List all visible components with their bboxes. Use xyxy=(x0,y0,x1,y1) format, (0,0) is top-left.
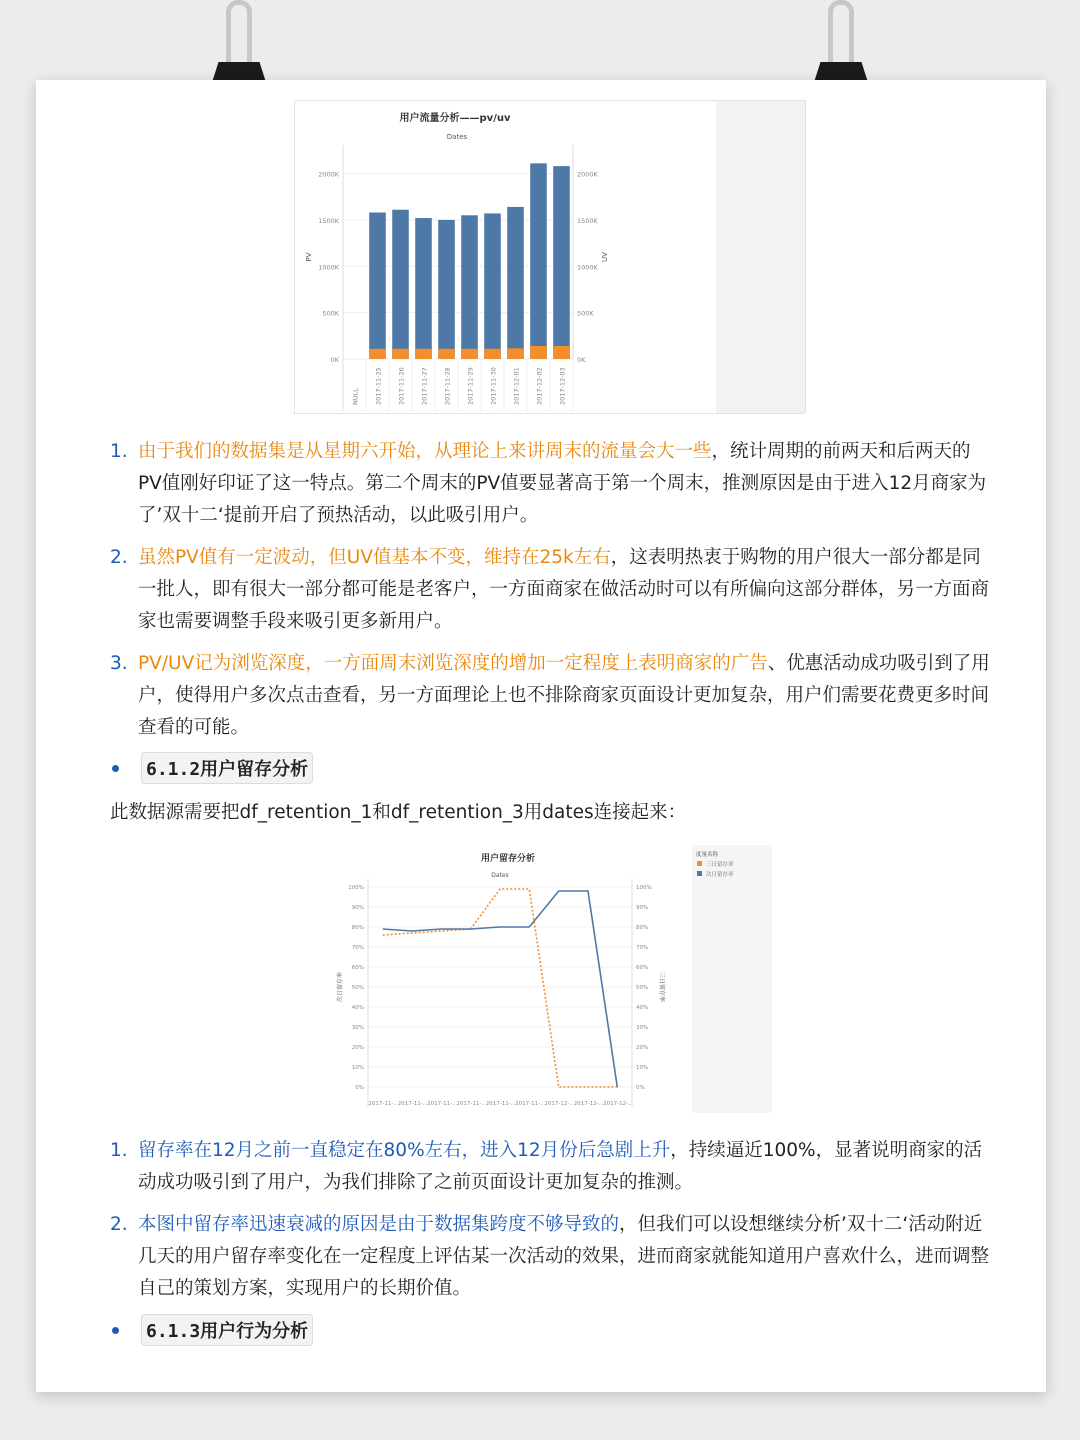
legend-swatch xyxy=(697,861,702,866)
x-tick-label: 2017-11-.. xyxy=(397,1101,427,1107)
bar-pv xyxy=(461,215,478,359)
bar-pv xyxy=(484,213,501,359)
y-tick-label-right: 1500K xyxy=(577,216,598,225)
list-item: 1. 留存率在12月之前一直稳定在80%左右，进入12月份后急剧上升，持续逼近100%，显著说明商家的活动成功吸引到了用户，为我们排除了之前页面设计更加复杂的推测。 xyxy=(110,1140,983,1193)
bar-pv xyxy=(530,163,547,359)
bar-pv xyxy=(507,207,524,359)
y-tick-label-left: 2000K xyxy=(318,170,339,179)
bar-pv xyxy=(369,212,386,359)
y-tick-label-left: 0% xyxy=(355,1085,364,1091)
y-tick-label-right: 60% xyxy=(636,965,649,971)
heading-612: 6.1.2用户留存分析 xyxy=(110,752,313,784)
x-tick-label: 2017-12-01 xyxy=(512,367,521,405)
x-tick-label: 2017-11-.. xyxy=(368,1101,397,1107)
bullet-icon xyxy=(112,1327,119,1334)
bar-uv xyxy=(438,349,455,359)
y-tick-label-left: 500K xyxy=(322,309,339,318)
x-tick-label: 2017-11-28 xyxy=(443,367,452,405)
x-tick-label: 2017-12-.. xyxy=(573,1101,603,1107)
chart-title: 用户流量分析——pv/uv xyxy=(399,113,511,124)
section1-list xyxy=(110,436,990,754)
y-tick-label-left: 40% xyxy=(351,1005,364,1011)
list-item: 3. PV/UV记为浏览深度，一方面周末浏览深度的增加一定程度上表明商家的广告、优惠活动成功吸引到了用户，使得用户多次点击查看，另一方面理论上也不排除商家页面设计更加复杂，用户们需要花费更多时间查看的可能。 xyxy=(110,653,990,738)
y-tick-label-right: 80% xyxy=(636,925,649,931)
bar-pv xyxy=(438,220,455,359)
y-tick-label-left: 70% xyxy=(351,945,364,951)
x-tick-label: 2017-12-02 xyxy=(535,367,544,405)
section2-list xyxy=(110,1135,990,1315)
y-tick-label-left: 1500K xyxy=(318,216,339,225)
intro-612: 此数据源需要把df_retention_1和df_retention_3用dates连接起来： xyxy=(110,802,687,823)
chart-subtitle: Dates xyxy=(446,133,468,141)
bar-uv xyxy=(369,349,386,359)
legend-title: 度量名称 xyxy=(696,852,719,858)
list-item: 2. 虽然PV值有一定波动，但UV值基本不变，维持在25k左右，这表明热衷于购物的用户很大一部分都是同一批人，即有很大一部分都可能是老客户，一方面商家在做活动时可以有所偏向这部分群体，另一方面商家也需要调整手段来吸引更多新用户。 xyxy=(110,547,990,632)
retention-chart-svg xyxy=(328,845,772,1113)
y-tick-label-right: 0% xyxy=(636,1085,645,1091)
y-tick-label-left: 10% xyxy=(351,1065,364,1071)
y-tick-label-left: 80% xyxy=(351,925,364,931)
y-tick-label-right: 40% xyxy=(636,1005,649,1011)
bar-pv xyxy=(553,166,570,359)
y-tick-label-right: 10% xyxy=(636,1065,649,1071)
x-tick-label: 2017-11-30 xyxy=(489,367,498,405)
x-tick-label: 2017-11-.. xyxy=(456,1101,485,1107)
y-axis-label-left: 次日留存率 xyxy=(337,971,344,1003)
y-tick-label-left: 0K xyxy=(330,356,339,364)
bar-uv xyxy=(392,349,409,359)
y-tick-label-right: 0K xyxy=(577,356,586,364)
legend-swatch xyxy=(697,871,702,876)
chart-subtitle: Dates xyxy=(491,872,509,879)
heading-613: 6.1.3用户行为分析 xyxy=(110,1314,313,1346)
y-tick-label-left: 60% xyxy=(351,965,364,971)
list-item: 1. 由于我们的数据集是从星期六开始，从理论上来讲周末的流量会大一些，统计周期的前两天和后两天的PV值刚好印证了这一特点。第二个周末的PV值要显著高于第一个周末，推测原因是由于进入12月商家为了’双十二‘提前开启了预热活动，以此吸引用户。 xyxy=(110,441,987,526)
x-tick-label: NULL xyxy=(351,388,360,405)
y-tick-label-right: 1000K xyxy=(577,263,598,272)
y-tick-label-right: 2000K xyxy=(577,170,598,179)
list-item: 2. 本图中留存率迅速衰减的原因是由于数据集跨度不够导致的，但我们可以设想继续分析’双十二‘活动附近几天的用户留存率变化在一定程度上评估某一次活动的效果，进而商家就能知道用户喜欢什么，进而调整自己的策划方案，实现用户的长期价值。 xyxy=(110,1214,990,1299)
bar-uv xyxy=(484,349,501,359)
y-tick-label-right: 30% xyxy=(636,1025,649,1031)
x-tick-label: 2017-12-03 xyxy=(558,367,567,405)
x-tick-label: 2017-12-.. xyxy=(544,1101,573,1107)
y-tick-label-right: 50% xyxy=(636,985,649,991)
bar-uv xyxy=(530,346,547,359)
y-tick-label-right: 100% xyxy=(636,885,652,891)
bar-uv xyxy=(415,349,432,359)
legend-label: 三日留存率 xyxy=(706,862,734,868)
x-tick-label: 2017-11-.. xyxy=(485,1101,515,1107)
bar-pv xyxy=(392,210,409,359)
x-tick-label: 2017-11-25 xyxy=(374,367,383,405)
y-tick-label-left: 90% xyxy=(351,905,364,911)
legend-label: 次日留存率 xyxy=(706,872,734,878)
y-tick-label-right: 70% xyxy=(636,945,649,951)
y-tick-label-left: 20% xyxy=(351,1045,364,1051)
y-tick-label-left: 50% xyxy=(351,985,364,991)
y-tick-label-right: 20% xyxy=(636,1045,649,1051)
retention-chart xyxy=(328,845,772,1113)
y-tick-label-left: 30% xyxy=(351,1025,364,1031)
x-tick-label: 2017-11-29 xyxy=(466,367,475,405)
bullet-icon xyxy=(112,765,119,772)
y-tick-label-right: 90% xyxy=(636,905,649,911)
bar-uv xyxy=(553,346,570,359)
x-tick-label: 2017-12-.. xyxy=(603,1101,632,1107)
bar-uv xyxy=(507,348,524,359)
x-tick-label: 2017-11-26 xyxy=(397,367,406,405)
y-tick-label-left: 100% xyxy=(348,885,364,891)
y-axis-label-right: UV xyxy=(601,252,609,262)
x-tick-label: 2017-11-.. xyxy=(515,1101,544,1107)
pv-uv-legend-pane xyxy=(716,101,805,413)
y-axis-label-left: PV xyxy=(305,252,313,262)
y-axis-label-right: 三日留存率 xyxy=(658,971,665,1003)
x-tick-label: 2017-11-.. xyxy=(427,1101,456,1107)
y-tick-label-left: 1000K xyxy=(318,263,339,272)
bar-uv xyxy=(461,349,478,359)
bar-pv xyxy=(415,218,432,359)
x-tick-label: 2017-11-27 xyxy=(420,367,429,405)
y-tick-label-right: 500K xyxy=(577,309,594,318)
chart-title: 用户留存分析 xyxy=(480,854,536,864)
